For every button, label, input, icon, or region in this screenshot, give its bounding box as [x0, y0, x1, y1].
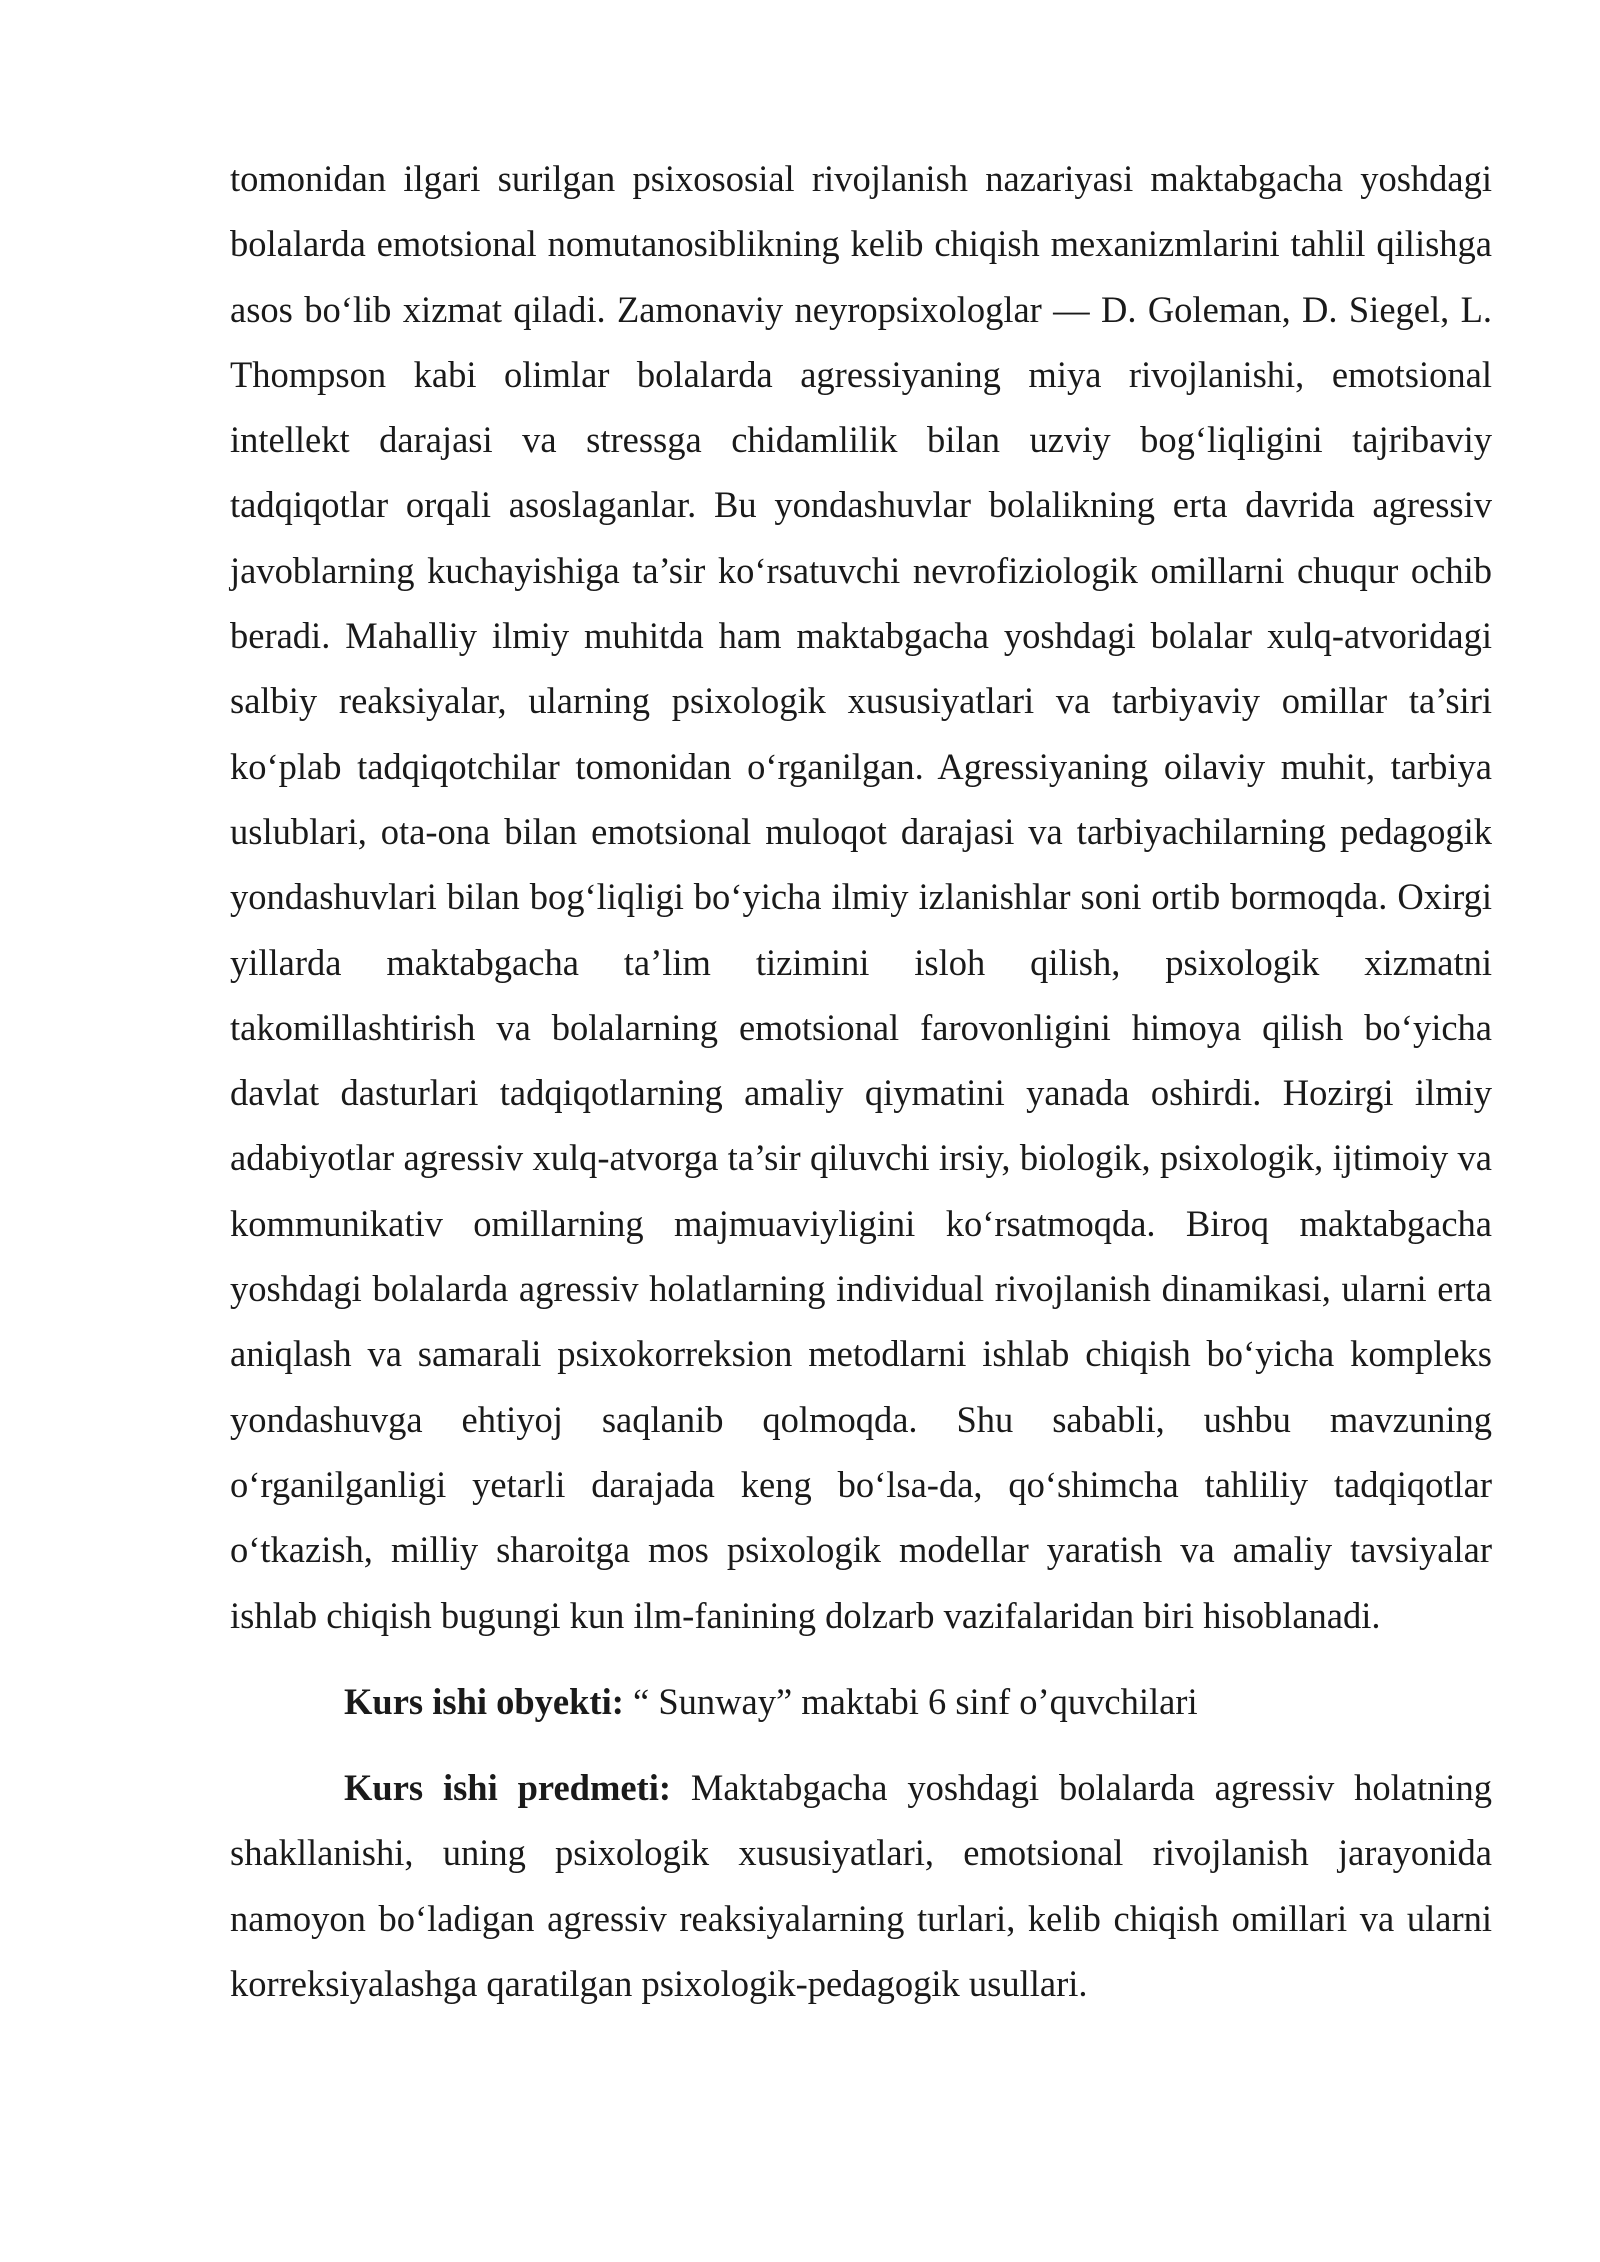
course-object-label: Kurs ishi obyekti:	[344, 1680, 624, 1722]
course-subject-text: Maktabgacha yoshdagi bolalarda agressiv holatning shakllanishi, uning psixologik xususiyatlari, emotsional rivojlanish jarayonida namoyon bo‘ladigan agressiv reaksiyalarning turlari, kelib chiqish omillari va ularni korreksiyalashga qaratilgan psixologik-pedagogik usullari.	[230, 1767, 1492, 2005]
document-body	[230, 146, 1492, 2016]
course-subject-label: Kurs ishi predmeti:	[344, 1767, 672, 1809]
course-object-text: “ Sunway” maktabi 6 sinf o’quvchilari	[623, 1680, 1198, 1722]
course-object-paragraph	[230, 1669, 1492, 1734]
body-paragraph: tomonidan ilgari surilgan psixososial rivojlanish nazariyasi maktabgacha yoshdagi bolalarda emotsional nomutanosiblikning kelib chiqish mexanizmlarini tahlil qilishga asos bo‘lib xizmat qiladi. Zamonaviy neyropsixologlar — D. Goleman, D. Siegel, L. Thompson kabi olimlar bolalarda agressiyaning miya rivojlanishi, emotsional intellekt darajasi va stressga chidamlilik bilan uzviy bog‘liqligini tajribaviy tadqiqotlar orqali asoslaganlar. Bu yondashuvlar bolalikning erta davrida agressiv javoblarning kuchayishiga ta’sir ko‘rsatuvchi nevrofiziologik omillarni chuqur ochib beradi. Mahalliy ilmiy muhitda ham maktabgacha yoshdagi bolalar xulq-atvoridagi salbiy reaksiyalar, ularning psixologik xususiyatlari va tarbiyaviy omillar ta’siri ko‘plab tadqiqotchilar tomonidan o‘rganilgan. Agressiyaning oilaviy muhit, tarbiya uslublari, ota-ona bilan emotsional muloqot darajasi va tarbiyachilarning pedagogik yondashuvlari bilan bog‘liqligi bo‘yicha ilmiy izlanishlar soni ortib bormoqda. Oxirgi yillarda maktabgacha ta’lim tizimini isloh qilish, psixologik xizmatni takomillashtirish va bolalarning emotsional farovonligini himoya qilish bo‘yicha davlat dasturlari tadqiqotlarning amaliy qiymatini yanada oshirdi. Hozirgi ilmiy adabiyotlar agressiv xulq-atvorga ta’sir qiluvchi irsiy, biologik, psixologik, ijtimoiy va kommunikativ omillarning majmuaviyligini ko‘rsatmoqda. Biroq maktabgacha yoshdagi bolalarda agressiv holatlarning individual rivojlanish dinamikasi, ularni erta aniqlash va samarali psixokorreksion metodlarni ishlab chiqish bo‘yicha kompleks yondashuvga ehtiyoj saqlanib qolmoqda. Shu sababli, ushbu mavzuning o‘rganilganligi yetarli darajada keng bo‘lsa-da, qo‘shimcha tahliliy tadqiqotlar o‘tkazish, milliy sharoitga mos psixologik modellar yaratish va amaliy tavsiyalar ishlab chiqish bugungi kun ilm-fanining dolzarb vazifalaridan biri hisoblanadi.	[230, 158, 1492, 1636]
course-subject-paragraph	[230, 1755, 1492, 2016]
